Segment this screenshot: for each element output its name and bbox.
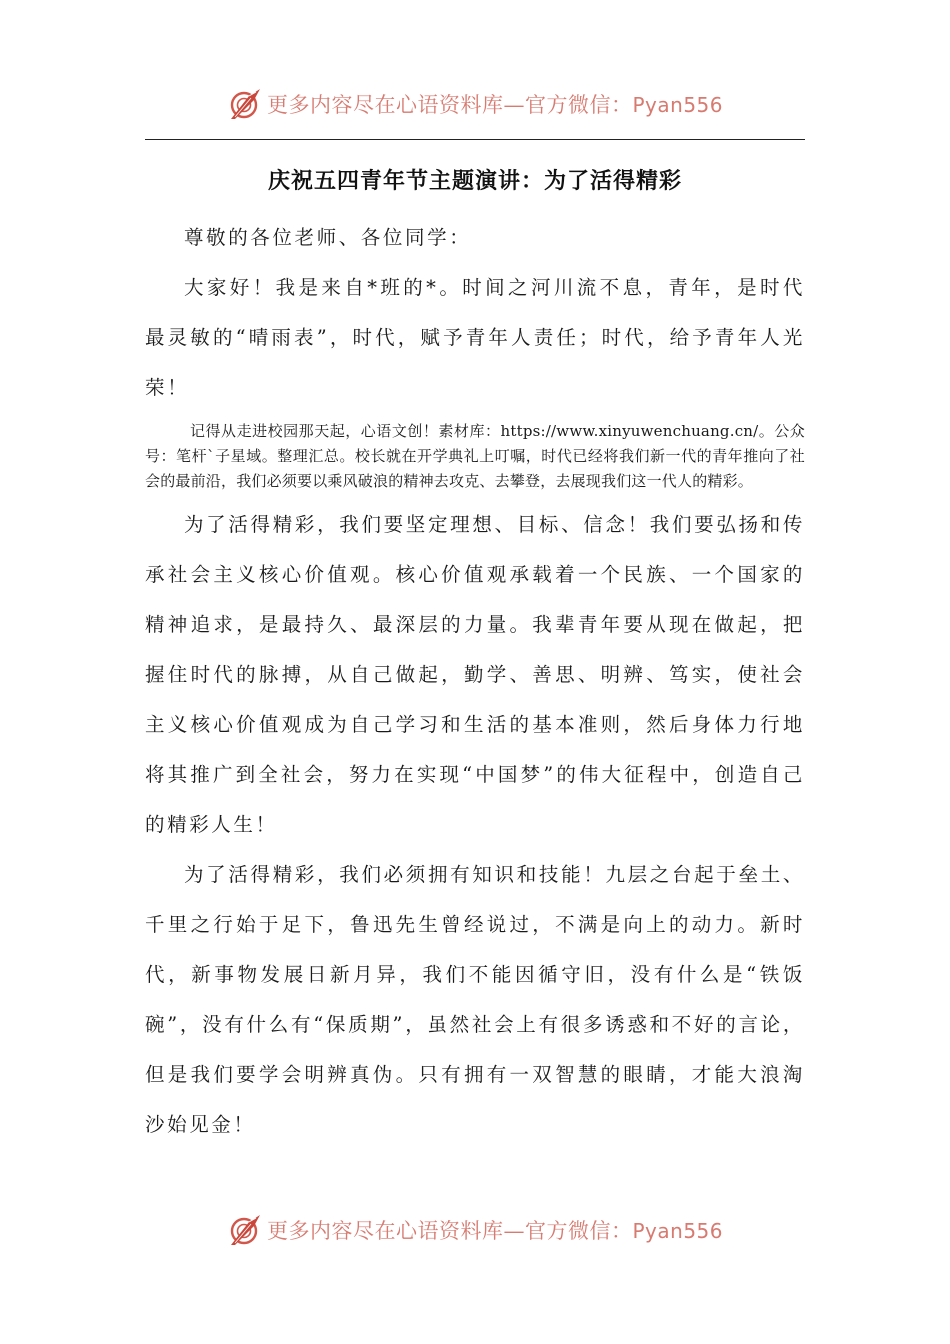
body-paragraph: 为了活得精彩，我们要坚定理想、目标、信念！我们要弘扬和传承社会主义核心价值观。核心价值观承载着一个民族、一个国家的精神追求，是最持久、最深层的力量。我辈青年要从现在做起，把握住时代的脉搏，从自己做起，勤学、善思、明辨、笃实，使社会主义核心价值观成为自己学习和生活的基本准则，然后身体力行地将其推广到全社会，努力在实现“中国梦”的伟大征程中，创造自己的精彩人生！	[145, 513, 805, 836]
body-paragraph-small: 记得从走进校园那天起，心语文创！素材库：https://www.xinyuwenchuang.cn/。公众号：笔杆`子星域。整理汇总。校长就在开学典礼上叮嘱，时代已经将我们新一代的青年推向了社会的最前沿，我们必须要以乘风破浪的精神去攻克、去攀登，去展现我们这一代人的精彩。	[145, 422, 805, 490]
footer-banner-text	[267, 1215, 723, 1245]
footer-wechat-id: Pyan556	[632, 1219, 723, 1243]
footer-banner-label: 更多内容尽在心语资料库—官方微信：	[266, 1219, 633, 1243]
body-paragraph: 为了活得精彩，我们必须拥有知识和技能！九层之台起于垒土、千里之行始于足下，鲁迅先生曾经说过，不满是向上的动力。新时代，新事物发展日新月异，我们不能因循守旧，没有什么是“铁饭碗”，没有什么有“保质期”，虽然社会上有很多诱惑和不好的言论，但是我们要学会明辨真伪。只有拥有一双智慧的眼睛，才能大浪淘沙始见金！	[145, 863, 805, 1136]
quill-pen-logo-icon	[227, 1212, 263, 1248]
document-body	[145, 213, 805, 1150]
body-paragraph: 大家好！我是来自*班的*。时间之河川流不息，青年，是时代最灵敏的“晴雨表”，时代，赋予青年人责任；时代，给予青年人光荣！	[145, 276, 805, 399]
header-divider	[145, 139, 805, 140]
footer-banner	[0, 1208, 950, 1252]
salutation-paragraph: 尊敬的各位老师、各位同学：	[184, 226, 472, 249]
document-title: 庆祝五四青年节主题演讲：为了活得精彩	[267, 169, 682, 194]
header-banner-label: 更多内容尽在心语资料库—官方微信：	[266, 93, 633, 117]
header-banner	[0, 82, 950, 126]
quill-pen-logo-icon	[227, 86, 263, 122]
header-wechat-id: Pyan556	[632, 93, 723, 117]
header-banner-text	[267, 89, 723, 119]
